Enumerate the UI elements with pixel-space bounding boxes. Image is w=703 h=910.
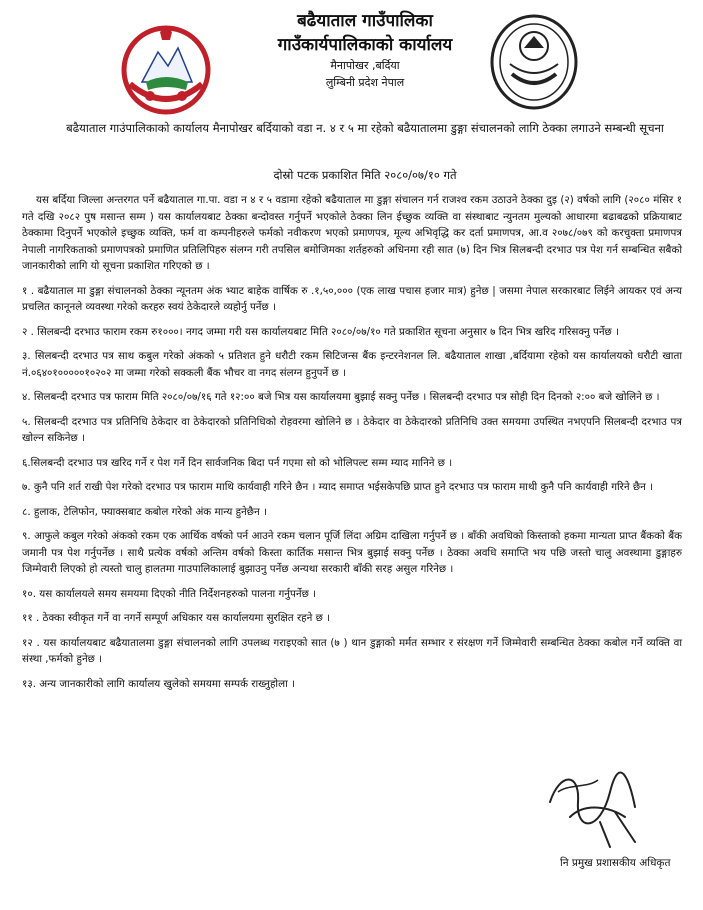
signatory-title: नि प्रमुख प्रशासकीय अधिकृत: [560, 857, 671, 869]
list-item: १२ . यस कार्यालयबाट बढैयातालमा डुङ्गा संचालनको लागि उपलब्ध गराइएको सात (७ ) थान डुङ्गाको मर्मत सम्भार र संरक्षण गर्ने जिम्मेवारी सम्बन्धित ठेक्का कबोल गर्ने व्यक्ति वा संस्था ,फर्मको हुनेछ ।: [22, 636, 682, 665]
list-item: १३. अन्य जानकारीको लागि कार्यालय खुलेको समयमा सम्पर्क राख्नुहोला ।: [22, 677, 295, 690]
office-name: गाउँकार्यपालिकाको कार्यालय: [277, 35, 453, 55]
office-stamp-icon: [488, 12, 580, 112]
intro-paragraph: यस बर्दिया जिल्ला अन्तरगत पर्ने बढैयाताल गा.पा. वडा न ४ र ५ वडामा रहेको बढैयाताल मा डुङ्गा संचालन गर्न राजश्व रकम उठाउने ठेक्का दुइ (२) वर्षको लागि (२०८० मंसिर १ गते दखि २०८२ पुष मसान्त सम्म ) यस कार्यालयबाट ठेक्का बन्दोवस्त गर्नुपर्ने भएकोले ठेक्का लिन ईच्छुक व्यक्ति वा संस्थाबाट न्युनतम मुल्यको आधारमा बढाबढको प्रक्रियाबाट ठेक्कामा दिनुपर्ने भएकोले इच्छुक व्यक्ति, फर्म वा कम्पनीहरुले फर्मको नवीकरण भएको प्रमाणपत्र, मूल्य अभिवृद्धि कर दर्ता प्रमाणपत्र, आ.व २०७८/०७९ को करचुक्ता प्रमाणपत्र नेपाली नागरिकताको प्रमाणपत्रको प्रमाणित प्रतिलिपिहरु संलग्न गरी तपसिल बमोजिमका शर्तहरुको अधिनमा रही सात (७) दिन भित्र सिलबन्दी दरभाउ पत्र पेश गर्न सम्बन्धित सबैको जानकारीको लागि यो सूचना प्रकाशित गरिएको छ ।: [22, 194, 682, 272]
list-item: ३. सिलबन्दी दरभाउ पत्र साथ कबुल गरेको अंकको ५ प्रतिशत हुने धरौटी रकम सिटिजन्स बैंक इन्टरनेशनल लि. बढैयाताल शाखा ,बर्दियामा रहेको यस कार्यालयको धरौटी खाता नं.०६४०१०००००१०२०२ मा जम्मा गरेको सक्कली बैंक भौचर वा नगद संलग्न हुनुपर्ने छ ।: [22, 350, 682, 379]
nepal-emblem-icon: [120, 24, 212, 116]
list-item: ५. सिलबन्दी दरभाउ पत्र प्रतिनिधि ठेकेदार वा ठेकेदारको प्रतिनिधिको रोहवरमा खोलिने छ । ठेकेदार वा ठेकेदारको प्रतिनिधि उक्त समयमा उपस्थित नभएपनि सिलबन्दी दरभाउ पत्र खोल्न सकिनेछ ।: [22, 415, 682, 444]
list-item: २ . सिलबन्दी दरभाउ फाराम रकम रु१०००। नगद जम्मा गरी यस कार्यालयबाट मिति २०८०/०७/१० गते प्रकाशित सूचना अनुसार ७ दिन भित्र खरिद गरिसक्नु पर्नेछ ।: [22, 325, 619, 338]
list-item: ४. सिलबन्दी दरभाउ पत्र फाराम मिति २०८०/०७/१६ गते १२:०० बजे भित्र यस कार्यालयमा बुझाई सक्नु पर्नेछ । सिलबन्दी दरभाउ पत्र सोही दिन दिनको २:०० बजे खोलिने छ ।: [22, 391, 660, 403]
office-location: मैनापोखर ,बर्दिया: [330, 59, 400, 72]
list-item: ८. हुलाक, टेलिफोन, फ्याक्सबाट कबोल गरेको अंक मान्य हुनेछैन ।: [22, 505, 267, 518]
list-item: ११ . ठेक्का स्वीकृत गर्ने वा नगर्ने सम्पूर्ण अधिकार यस कार्यालयमा सुरक्षित रहने छ ।: [22, 612, 330, 624]
notice-body: [22, 192, 682, 700]
municipality-name: बढैयाताल गाउँपालिका: [297, 11, 433, 31]
list-item: ७. कुनै पनि शर्त राखी पेश गरेको दरभाउ पत्र फाराम माथि कार्यवाही गरिने छैन । म्याद समाप्त भईसकेपछि प्राप्त हुने दरभाउ पत्र फाराम माथी कुनै पनि कार्यवाही गरिने छैन ।: [22, 481, 653, 493]
list-item: १०. यस कार्यालयले समय समयमा दिएको नीति निर्देशनहरुको पालना गर्नुपर्नेछ ।: [22, 587, 316, 600]
handwritten-signature-icon: [540, 762, 650, 852]
list-item: १ . बढैयाताल मा डुङ्गा संचालनको ठेक्का न्यूनतम अंक भ्याट बाहेक वार्षिक रु .१,५०,००० (एक लाख पचास हजार मात्र) हुनेछ | जसमा नेपाल सरकारबाट लिईने आयकर एवं अन्य प्रचलित कानूनले व्यवस्था गरेको करहरु स्वयं ठेकेदारले व्यहोर्नु पर्नेछ ।: [22, 284, 682, 313]
list-item: ६.सिलबन्दी दरभाउ पत्र खरिद गर्ने र पेश गर्ने दिन सार्वजनिक बिदा पर्न गएमा सो को भोलिपल्ट सम्म म्याद मानिने छ ।: [22, 456, 453, 469]
office-province: लुम्बिनी प्रदेश नेपाल: [325, 76, 405, 89]
list-item: ९. आफुले कबुल गरेको अंकको रकम एक आर्थिक वर्षको पर्न आउने रकम चलान पूर्जि लिंदा अग्रिम दाखिला गर्नुपर्ने छ । बाँकी अवधिको किस्ताको हकमा मान्यता प्राप्त बैंकको बैंक जमानी पत्र पेश गर्नुपर्नेछ । साथै प्रत्येक वर्षको अन्तिम वर्षको किस्ता कार्तिक मसान्त भित्र बुझाई सक्नु पर्नेछ । ठेक्का अवधि समाप्ति भय पछि जस्तो चालु अवस्थामा डुङ्गाहरु जिम्मेवारी लिएको हो त्यस्तो चालु हालतमा गाउपालिकालाई बुझाउनु पर्नेछ अन्यथा सरकारी बाँकी सरह असुल गरिनेछ ।: [22, 530, 682, 575]
publication-date: दोस्रो पटक प्रकाशित मिति २०८०/०७/१० गते: [273, 168, 457, 182]
letterhead: [0, 0, 703, 115]
notice-title: बढैयाताल गाउंपालिकाको कार्यालय मैनापोखर बर्दियाको वडा न. ४ र ५ मा रहेको बढैयातालमा डुङ्गा संचालनको लागि ठेक्का लगाउने सम्बन्धी सूचना: [66, 121, 664, 135]
